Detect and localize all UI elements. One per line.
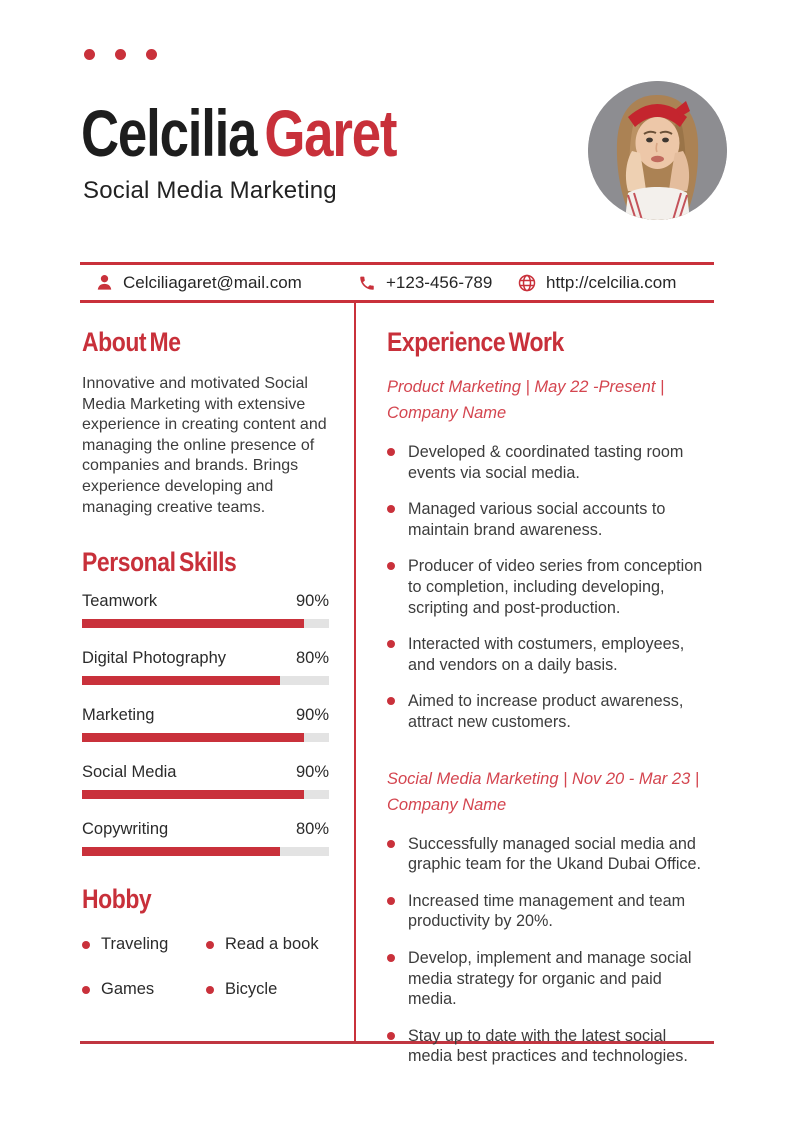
bullet-dot-icon [387, 1032, 395, 1040]
skill-row [82, 820, 329, 856]
job-entry [387, 766, 714, 1067]
bullet-dot-icon [387, 697, 395, 705]
bullet-dot-icon [82, 986, 90, 994]
hobby-item [82, 935, 206, 954]
job-bullet [387, 948, 714, 1010]
profile-photo [588, 81, 727, 220]
skill-bar-fill [82, 619, 304, 628]
hobby-section [82, 884, 354, 999]
decorative-dots [84, 49, 157, 60]
skill-row [82, 649, 329, 685]
job-heading: Social Media Marketing | Nov 20 - Mar 23 | Company Name [387, 769, 700, 814]
bullet-text: Stay up to date with the latest social media best practices and technologies. [408, 1026, 688, 1066]
email-text: Celciliagaret@mail.com [123, 272, 302, 292]
job-bullet [387, 442, 714, 483]
hobby-item [206, 980, 354, 999]
skill-percent: 80% [295, 649, 329, 668]
skill-row [82, 763, 329, 799]
profile-photo-illustration [588, 81, 727, 220]
hobby-label: Games [101, 980, 155, 999]
skill-bar-fill [82, 790, 304, 799]
skill-percent: 90% [295, 763, 329, 782]
dot-icon [146, 49, 157, 60]
skill-bar-track [82, 676, 329, 685]
skill-label: Digital Photography [82, 649, 227, 668]
last-name: Garet [264, 96, 397, 170]
bullet-dot-icon [206, 941, 214, 949]
job-subtitle: Social Media Marketing [83, 177, 337, 204]
skill-bar-track [82, 790, 329, 799]
job-bullet [387, 891, 714, 932]
skill-bar-track [82, 733, 329, 742]
skill-label: Copywriting [82, 820, 169, 839]
bullet-dot-icon [387, 954, 395, 962]
hobby-label: Read a book [225, 935, 319, 954]
job-bullet [387, 834, 714, 875]
bullet-dot-icon [387, 840, 395, 848]
hobby-label: Bicycle [225, 980, 278, 999]
contact-email[interactable] [94, 265, 302, 300]
person-name [81, 96, 397, 170]
skill-bar-track [82, 847, 329, 856]
right-column [356, 303, 714, 1066]
main-content [80, 303, 714, 1066]
skill-label: Teamwork [82, 592, 158, 611]
job-heading: Product Marketing | May 22 -Present | Company Name [387, 378, 665, 422]
bullet-text: Interacted with costumers, employees, and vendors on a daily basis. [408, 635, 685, 674]
skill-percent: 80% [295, 820, 329, 839]
bullet-text: Managed various social accounts to maintain brand awareness. [408, 500, 666, 539]
phone-icon [357, 273, 377, 293]
contact-bar [80, 262, 714, 303]
skill-bar-track [82, 619, 329, 628]
job-entry [387, 374, 714, 733]
bullet-dot-icon [206, 986, 214, 994]
about-title: About Me [82, 327, 181, 357]
skill-label: Social Media [82, 763, 177, 782]
skills-title: Personal Skills [82, 547, 237, 578]
bullet-dot-icon [387, 448, 395, 456]
experience-section [387, 327, 714, 1067]
globe-icon [517, 273, 537, 293]
hobby-item [82, 980, 206, 999]
bullet-dot-icon [387, 562, 395, 570]
bullet-text: Aimed to increase product awareness, attract new customers. [408, 692, 684, 731]
skill-bar-fill [82, 733, 304, 742]
bullet-dot-icon [82, 941, 90, 949]
left-column [80, 303, 356, 1041]
skills-section [82, 547, 354, 856]
bullet-text: Develop, implement and manage social media strategy for organic and paid media. [408, 948, 692, 1009]
skill-label: Marketing [82, 706, 155, 725]
job-bullet [387, 1026, 714, 1067]
first-name: Celcilia [81, 96, 257, 170]
person-icon [94, 273, 114, 293]
job-bullet [387, 634, 714, 675]
skill-bar-fill [82, 847, 280, 856]
bullet-dot-icon [387, 640, 395, 648]
hobby-title: Hobby [82, 884, 152, 915]
bullet-dot-icon [387, 505, 395, 513]
skill-row [82, 592, 329, 628]
job-bullet [387, 556, 714, 618]
dot-icon [115, 49, 126, 60]
skill-percent: 90% [295, 706, 329, 725]
phone-text: +123-456-789 [386, 272, 493, 292]
skill-bar-fill [82, 676, 280, 685]
website-text: http://celcilia.com [546, 272, 677, 292]
hobby-label: Traveling [101, 935, 169, 954]
bullet-text: Producer of video series from conception to completion, including developing, scripting and post-production. [408, 557, 703, 617]
contact-website[interactable] [517, 265, 676, 300]
bullet-text: Successfully managed social media and graphic team for the Ukand Dubai Office. [408, 834, 702, 874]
job-bullet [387, 499, 714, 540]
about-text: Innovative and motivated Social Media Marketing with extensive experience in creating content and managing the online presence of companies and brands. Brings experience developing and managing creative teams. [82, 375, 327, 516]
bullet-dot-icon [387, 897, 395, 905]
job-bullet [387, 691, 714, 732]
skill-row [82, 706, 329, 742]
contact-phone[interactable] [357, 265, 492, 300]
hobby-item [206, 935, 354, 954]
bullet-text: Developed & coordinated tasting room events via social media. [408, 443, 684, 482]
about-section [82, 327, 354, 518]
bullet-text: Increased time management and team productivity by 20%. [408, 891, 686, 931]
skill-percent: 90% [295, 592, 329, 611]
dot-icon [84, 49, 95, 60]
experience-title: Experience Work [387, 327, 564, 357]
